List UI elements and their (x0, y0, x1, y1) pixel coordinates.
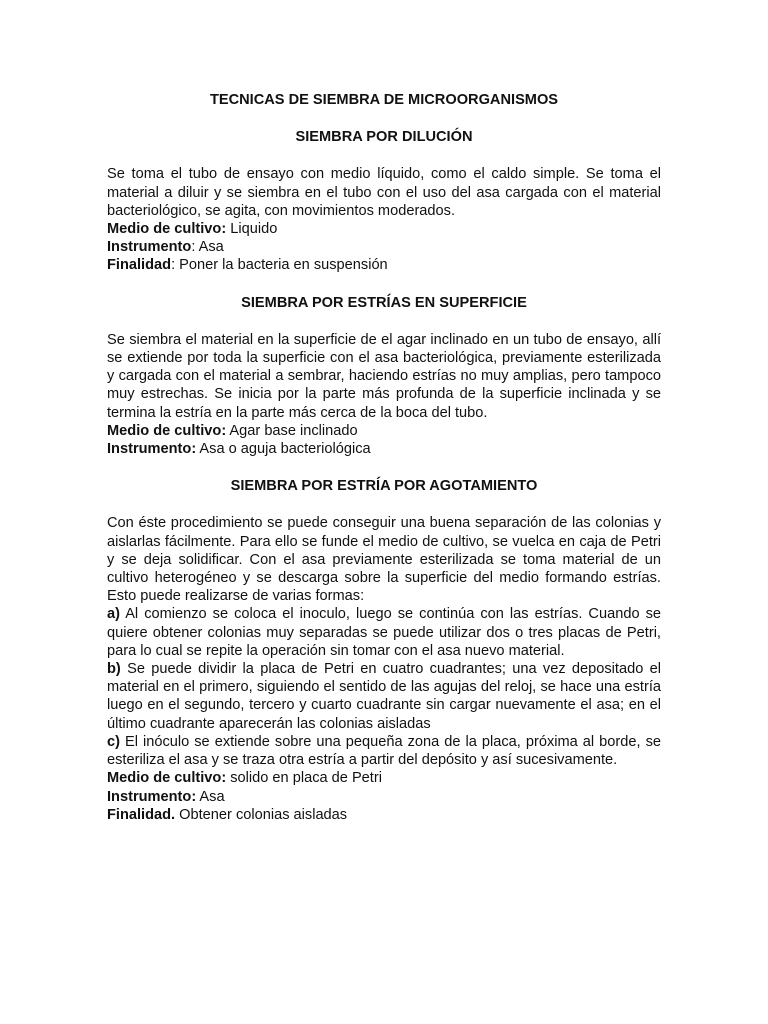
item-text: El inóculo se extiende sobre una pequeña zona de la placa, próxima al borde, se esteriliza el asa y se traza otra estría a partir del depósito y así sucesivamente. (107, 733, 661, 769)
list-item-c (107, 733, 661, 769)
field-value: Agar base inclinado (226, 422, 358, 439)
item-text: Al comienzo se coloca el inoculo, luego se continúa con las estrías. Cuando se quiere obtener colonias muy separadas se puede utilizar dos o tres placas de Petri, para lo cual se repite la operación sin tomar con el asa nuevo material. (107, 606, 661, 659)
field-label: Medio de cultivo: (107, 422, 227, 439)
section-heading-agotamiento: SIEMBRA POR ESTRÍA POR AGOTAMIENTO (230, 478, 538, 495)
field-label: Instrumento: (107, 788, 197, 805)
document-page (107, 91, 661, 824)
field-medio-cultivo (107, 422, 661, 440)
item-text: Se puede dividir la placa de Petri en cuatro cuadrantes; una vez depositado el material en el primero, siguiendo el sentido de las agujas del reloj, se hace una estría luego en el segundo, tercero y cuarto cuadrante sin cargar nuevamente el asa; en el último cuadrante aparecerán las colonias aisladas (107, 661, 661, 732)
field-instrumento (107, 440, 661, 458)
section-heading-dilucion: SIEMBRA POR DILUCIÓN (295, 129, 473, 146)
field-medio-cultivo (107, 220, 661, 238)
section-paragraph-agotamiento: Con éste procedimiento se puede conseguir una buena separación de las colonias y aislarlas fácilmente. Para ello se funde el medio de cultivo, se vuelca en caja de Petri y se deja solidificar. Con el asa previamente esterilizada se toma material de un cultivo heterogéneo y se descarga sobre la superficie del medio formando estrías. Esto puede realizarse de varias formas: (107, 515, 661, 605)
list-item-b (107, 660, 661, 733)
field-label: Instrumento (107, 239, 192, 256)
section-paragraph-dilucion: Se toma el tubo de ensayo con medio líquido, como el caldo simple. Se toma el material a diluir y se siembra en el tubo con el uso del asa cargada con el material bacteriológico, se agita, con movimientos moderados. (107, 166, 661, 219)
field-finalidad (107, 806, 661, 824)
field-label: Finalidad. (107, 806, 176, 823)
field-instrumento (107, 788, 661, 806)
section-paragraph-estrias-superficie: Se siembra el material en la superficie de el agar inclinado en un tubo de ensayo, allí se extiende por toda la superficie con el asa bacteriológica, previamente esterilizada y cargada con el material a sembrar, haciendo estrías no muy amplias, pero tampoco muy estrechas. Se inicia por la parte más profunda de la superficie inclinada y se termina la estría en la parte más cerca de la boca del tubo. (107, 331, 661, 421)
field-value: Obtener colonias aisladas (175, 806, 348, 823)
document-title: TECNICAS DE SIEMBRA DE MICROORGANISMOS (209, 92, 559, 108)
list-item-a (107, 605, 661, 660)
field-label: Instrumento: (107, 441, 197, 458)
field-finalidad (107, 256, 661, 274)
field-value: Asa o aguja bacteriológica (196, 441, 371, 458)
field-label: Finalidad (107, 257, 172, 274)
field-value: Asa (196, 788, 225, 805)
field-label: Medio de cultivo: (107, 770, 227, 787)
item-marker: a) (107, 606, 120, 623)
field-label: Medio de cultivo: (107, 221, 227, 238)
field-value: solido en placa de Petri (226, 770, 382, 787)
section-heading-estrias-superficie: SIEMBRA POR ESTRÍAS EN SUPERFICIE (241, 294, 527, 311)
item-marker: c) (107, 733, 120, 750)
field-value: Liquido (226, 221, 278, 238)
field-value: : Asa (191, 239, 224, 256)
field-medio-cultivo (107, 769, 661, 787)
field-value: : Poner la bacteria en suspensión (171, 257, 388, 274)
field-instrumento (107, 238, 661, 256)
item-marker: b) (107, 661, 121, 678)
